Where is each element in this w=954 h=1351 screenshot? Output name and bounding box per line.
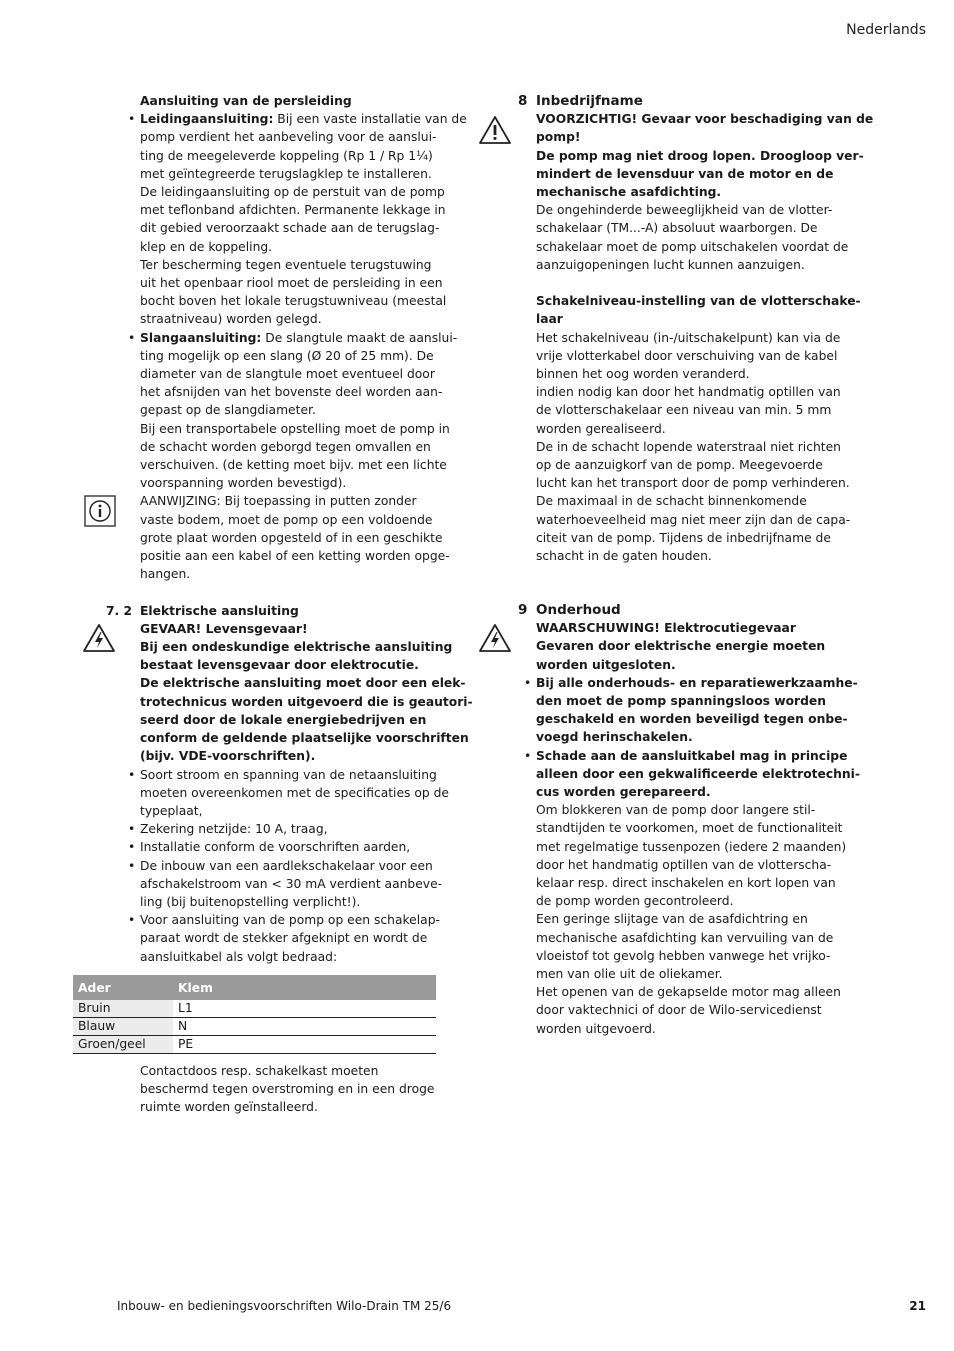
text-line: De maximaal in de schacht binnenkomende [536,494,807,509]
text-line: De in de schacht lopende waterstraal niet richten [536,439,841,454]
text-line: worden uitgesloten. [536,657,676,672]
text-line: typeplaat, [140,803,203,818]
bullet-list-maintenance [524,674,860,801]
text-line: Ter bescherming tegen eventuele terugstuwing [140,257,432,272]
electrical-hazard-icon [478,623,512,656]
text-line: door het handmatig optillen van de vlotterscha- [536,857,832,872]
text-line: De slangtule maakt de aanslui- [261,330,458,345]
text-line: het afsnijden van het bovenste deel worden aan- [140,385,443,400]
wiring-table [73,975,436,1054]
text-line: afschakelstroom van < 30 mA verdient aanbeve- [140,876,443,891]
text-block [536,801,847,1038]
text-line: conform de geldende plaatselijke voorschriften [140,731,469,746]
after-table-text [140,1062,438,1117]
text-line: De pomp mag niet droog lopen. Droogloop ver- [536,148,864,163]
text-line: Het schakelniveau (in-/uitschakelpunt) kan via de [536,330,841,345]
section-heading-persleiding: Aansluiting van de persleiding [140,94,352,108]
text-line: schakelaar (TM...-A) absoluut waarborgen. De [536,221,818,236]
text-line: Installatie conform de voorschriften aarden, [140,840,411,855]
table-header-row [73,975,436,1000]
text-line: VOORZICHTIG! Gevaar voor beschadiging van de [536,112,874,127]
bullet-dot: • [524,748,532,763]
text-line: met teflonband afdichten. Permanente lekkage in [140,203,446,218]
text-line: voegd herinschakelen. [536,730,693,745]
bullet-dot: • [128,822,136,837]
text-line: seerd door de lokale energiebedrijven en [140,712,427,727]
text-line: trotechnicus worden uitgevoerd die is geautori- [140,694,473,709]
bullet-dot: • [128,858,136,873]
text-line: mechanische asafdichting kan vervuiling van de [536,930,834,945]
text-line: Om blokkeren van de pomp door langere stil- [536,803,816,818]
list-item [524,747,860,802]
text-line: cus worden gerepareerd. [536,785,711,800]
text-line: Gevaren door elektrische energie moeten [536,639,826,654]
text-line: schacht in de gaten houden. [536,549,712,564]
bullet-dot: • [128,767,136,782]
text-line: beschermd tegen overstroming en in een droge [140,1082,435,1097]
sub-heading-schakelniveau [536,292,861,328]
text-line: De leidingaansluiting op de perstuit van de pomp [140,185,445,200]
text-line: bestaat levensgevaar door elektrocutie. [140,658,419,673]
table-row [73,1000,436,1018]
text-block [536,329,851,566]
text-line: vloeistof tot gevolg hebben vanwege het vrijko- [536,948,831,963]
text-line: lucht kan het transport door de pomp verhinderen. [536,476,850,491]
text-line: standtijden te voorkomen, moet de functionaliteit [536,821,843,836]
text-line: worden gerealiseerd. [536,421,666,436]
text-line: mindert de levensduur van de motor en de [536,166,834,181]
text-line: Bij een ondeskundige elektrische aansluiting [140,640,453,655]
text-line: Contactdoos resp. schakelkast moeten [140,1064,379,1078]
section-heading-onderhoud: Onderhoud [536,602,621,618]
bullet-dot: • [128,913,136,928]
text-line: Het openen van de gekapselde motor mag alleen [536,985,841,1000]
text-line: alleen door een gekwalificeerde elektrotechni- [536,766,860,781]
text-line: De ongehinderde beweeglijkheid van de vlotter- [536,203,833,218]
text-line: uit het openbaar riool moet de persleiding in een [140,276,443,291]
list-item [128,820,438,838]
text-line: moeten overeenkomen met de specificaties op de [140,785,449,800]
text-block [536,201,849,274]
text-line: (bijv. VDE-voorschriften). [140,749,316,764]
text-line: GEVAAR! Levensgevaar! [140,621,308,636]
text-line: dit gebied veroorzaakt schade aan de terugslag- [140,221,440,236]
list-item [128,911,440,966]
text-line: voorspanning worden bevestigd). [140,476,347,491]
text-line: men van olie uit de oliekamer. [536,967,723,982]
warning-block-caution [536,110,874,201]
table-row [73,1036,436,1054]
warning-block-electrical [140,620,473,766]
text-line: Voor aansluiting van de pomp op een schakelap- [140,913,440,928]
text-line: De inbouw van een aardlekschakelaar voor een [140,858,433,873]
bullet-slangaansluiting [128,329,458,493]
list-item [128,857,443,912]
bullet-dot: • [128,112,136,127]
text-line: verschuiven. (de ketting moet bijv. met een lichte [140,458,447,473]
bullet-list-electrical [128,766,449,966]
warning-block-electrocution [536,619,836,674]
table-cell: L1 [173,1000,436,1018]
text-line: WAARSCHUWING! Elektrocutiegevaar [536,621,796,636]
term-label: Slangaansluiting: [140,330,262,345]
section-number: 7. 2 [106,603,133,618]
bullet-dot: • [128,840,136,855]
text-line: Bij een vaste installatie van de [273,112,467,127]
text-line: Een geringe slijtage van de asafdichtring en [536,912,808,927]
table-cell: Bruin [73,1000,173,1018]
text-line: vrije vlotterkabel door verschuiving van de kabel [536,348,838,363]
text-line: met geïntegreerde terugslagklep te installeren. [140,166,432,181]
text-line: schakelaar moet de pomp uitschakelen voordat de [536,239,849,254]
text-line: indien nodig kan door het handmatig optillen van [536,385,841,400]
table-cell: PE [173,1036,436,1054]
text-line: ting de meegeleverde koppeling (Rp 1 / Rp 1¼) [140,148,433,163]
text-line: de vlotterschakelaar een niveau van min. 5 mm [536,403,832,418]
text-line: met regelmatige tussenpozen (iedere 2 maanden) [536,839,847,854]
section-number: 8 [518,93,528,109]
text-line: pomp! [536,130,581,145]
text-line: Bij alle onderhouds- en reparatiewerkzaamhe- [536,675,858,690]
info-icon [84,495,116,530]
left-column [106,92,473,966]
text-line: ling (bij buitenopstelling verplicht!). [140,894,361,909]
text-line: worden uitgevoerd. [536,1021,656,1036]
warning-icon [478,115,512,148]
text-line: Schakelniveau-instelling van de vlotterschake- [536,294,861,309]
text-line: door vaktechnici of door de Wilo-servicedienst [536,1003,822,1018]
text-line: hangen. [140,567,191,582]
list-item [128,838,438,856]
bullet-leidingaansluiting [128,110,467,328]
text-line: diameter van de slangtule moet eventueel door [140,367,435,382]
text-line: Bij een transportabele opstelling moet de pomp in [140,421,450,436]
table-row [73,1018,436,1036]
text-line: den moet de pomp spanningsloos worden [536,694,827,709]
bullet-dot: • [128,330,136,345]
note-aanwijzing [140,492,450,583]
list-item [524,674,858,747]
section-heading-inbedrijfname: Inbedrijfname [536,93,643,109]
table-cell: Groen/geel [73,1036,173,1054]
text-line: de schacht worden geborgd tegen omvallen en [140,439,431,454]
text-line: grote plaat worden opgesteld of in een geschikte [140,530,443,545]
term-label: Leidingaansluiting: [140,112,274,127]
page-number: 21 [909,1299,926,1313]
text-line: pomp verdient het aanbeveling voor de aanslui- [140,130,437,145]
text-line: aansluitkabel als volgt bedraad: [140,949,338,964]
right-column [518,92,874,565]
text-line: paraat wordt de stekker afgeknipt en wordt de [140,931,428,946]
text-line: AANWIJZING: Bij toepassing in putten zonder [140,494,417,509]
text-line: Soort stroom en spanning van de netaansluiting [140,767,437,782]
text-line: vaste bodem, moet de pomp op een voldoende [140,512,433,527]
column-header: Klem [173,975,436,1000]
text-line: binnen het oog worden veranderd. [536,367,750,382]
electrical-hazard-icon [82,623,116,656]
right-column-sec9 [518,601,860,1038]
text-line: bocht boven het lokale terugstuwniveau (meestal [140,294,447,309]
column-header: Ader [73,975,173,1000]
section-number: 9 [518,602,528,618]
text-line: laar [536,312,563,327]
section-heading-elektrisch: Elektrische aansluiting [140,603,299,618]
list-item [128,766,449,821]
text-line: De elektrische aansluiting moet door een elek- [140,676,466,691]
text-line: geschakeld en worden beveiligd tegen onbe- [536,712,848,727]
text-line: aanzuigopeningen lucht kunnen aanzuigen. [536,257,805,272]
text-line: klep en de koppeling. [140,239,273,254]
text-line: de pomp worden gecontroleerd. [536,894,734,909]
text-line: ruimte worden geïnstalleerd. [140,1100,318,1115]
text-line: Schade aan de aansluitkabel mag in principe [536,748,848,763]
text-line: straatniveau) worden gelegd. [140,312,322,327]
text-line: gepast op de slangdiameter. [140,403,316,418]
footer-title: Inbouw- en bedieningsvoorschriften Wilo-Drain TM 25/6 [117,1299,452,1313]
bullet-dot: • [524,675,532,690]
text-line: Zekering netzijde: 10 A, traag, [140,822,328,837]
table-cell: Blauw [73,1018,173,1036]
text-line: ting mogelijk op een slang (Ø 20 of 25 mm). De [140,348,434,363]
text-line: mechanische asafdichting. [536,185,722,200]
text-line: op de aanzuigkorf van de pomp. Meegevoerde [536,458,823,473]
text-line: positie aan een kabel of een ketting worden opge- [140,549,450,564]
table-cell: N [173,1018,436,1036]
text-line: waterhoeveelheid mag niet meer zijn dan de capa- [536,512,851,527]
text-line: citeit van de pomp. Tijdens de inbedrijfname de [536,530,831,545]
page-language: Nederlands [846,22,926,38]
text-line: kelaar resp. direct inschakelen en kort lopen van [536,876,836,891]
